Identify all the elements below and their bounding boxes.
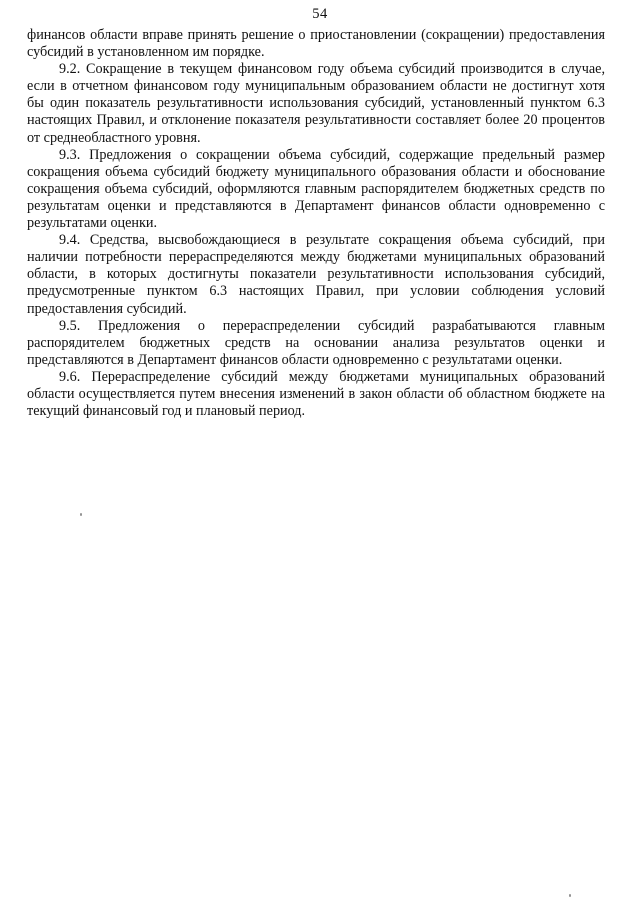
paragraph-9-2: 9.2. Сокращение в текущем финансовом году объема субсидий производится в случае, если в отчетном финансовом году муниципальным образованием области не достигнут хотя бы один показатель результативности использования субсидий, установленный пунктом 6.3 настоящих Правил, и отклонение показателя результативности составляет более 20 процентов от среднеобластного уровня. bbox=[27, 61, 605, 146]
paragraph-9-3: 9.3. Предложения о сокращении объема субсидий, содержащие предельный размер сокращения объема субсидий бюджету муниципального образования области и обоснование сокращения объема субсидий, оформляются главным распорядителем бюджетных средств по результатам оценки и представляются в Департамент финансов области одновременно с результатами оценки. bbox=[27, 146, 605, 232]
paragraph-9-6: 9.6. Перераспределение субсидий между бюджетами муниципальных образований области осуществляется путем внесения изменений в закон области об областном бюджете на текущий финансовый год и плановый период. bbox=[27, 368, 605, 420]
page-number: 54 bbox=[312, 6, 328, 22]
body-text bbox=[27, 27, 605, 420]
scan-speck bbox=[569, 894, 571, 897]
scan-speck bbox=[80, 513, 82, 516]
paragraph-continuation: финансов области вправе принять решение о приостановлении (сокращении) предоставления субсидий в установленном им порядке. bbox=[27, 27, 605, 61]
paragraph-9-5: 9.5. Предложения о перераспределении субсидий разрабатываются главным распорядителем бюджетных средств на основании анализа результатов оценки и представляются в Департамент финансов области одновременно с результатами оценки. bbox=[27, 317, 605, 368]
paragraph-9-4: 9.4. Средства, высвобождающиеся в результате сокращения объема субсидий, при наличии потребности перераспределяются между бюджетами муниципальных образований области, в которых достигнуты показатели результативности использования субсидий, предусмотренные пунктом 6.3 настоящих Правил, при условии соблюдения условий предоставления субсидий. bbox=[27, 232, 605, 317]
